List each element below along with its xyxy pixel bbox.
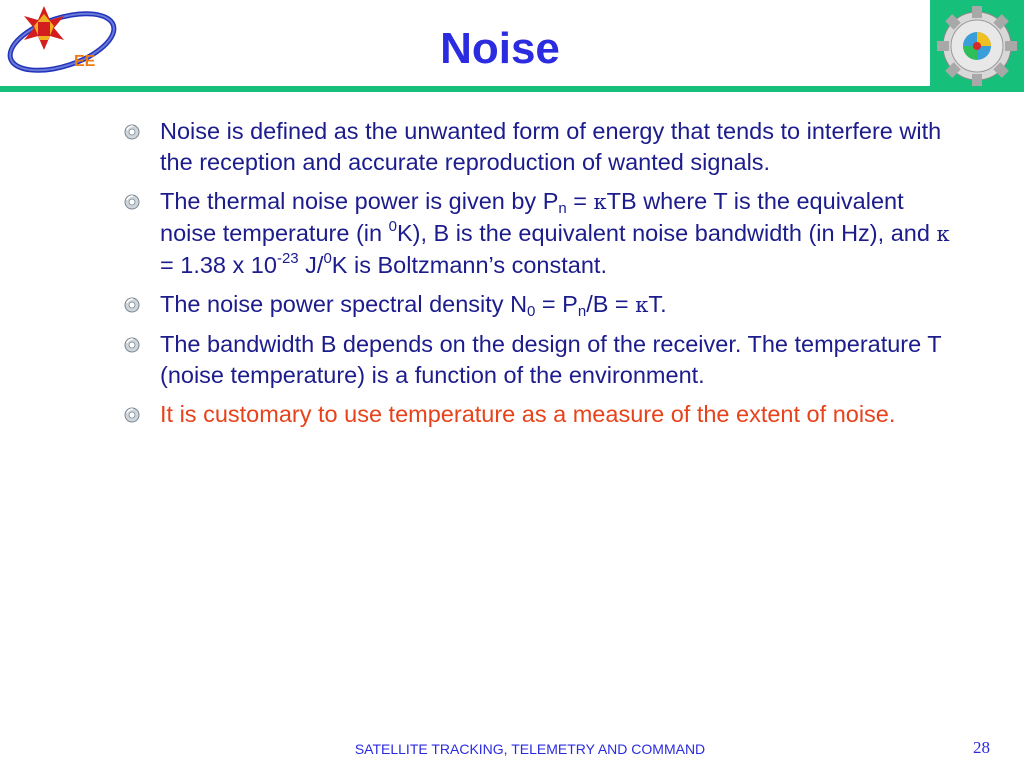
bullet-text: The noise power spectral density $N_0 = P_n/B = \kappa T$. [160,291,667,320]
logo-text: EE [74,53,96,70]
gear-icon [930,0,1024,88]
disc-bullet-icon [124,337,140,353]
page-title: Noise [440,24,560,73]
bullet-list [124,116,954,438]
disc-bullet-icon [124,124,140,140]
bullet-text: It is customary to use temperature as a measure of the extent of noise. [160,401,896,427]
bullet-item [124,289,954,321]
disc-bullet-icon [124,194,140,210]
bullet-text: The bandwidth B depends on the design of the receiver. The temperature T (noise temperature) is a function of the environment. [160,331,942,388]
bullet-item [124,329,954,391]
bullet-item-highlight [124,399,954,430]
university-logo [930,0,1024,88]
bullet-text: The thermal noise power is given by $P_n = \kappa TB$ where T is the equivalent noise temperature (in $^0$K), B is the equivalent noise bandwidth (in Hz), and κ = 1.38 x $10^{-23}$ J/$^0$K is Boltzmann’s constant. [160,188,950,278]
disc-bullet-icon [124,407,140,423]
footer-text: SATELLITE TRACKING, TELEMETRY AND COMMAND [354,741,706,757]
bullet-item [124,186,954,281]
header-divider [0,86,1024,92]
bullet-item [124,116,954,178]
page-number: 28 [973,738,990,757]
disc-bullet-icon [124,297,140,313]
bullet-text: Noise is defined as the unwanted form of energy that tends to interfere with the reception and accurate reproduction of wanted signals. [160,118,942,175]
